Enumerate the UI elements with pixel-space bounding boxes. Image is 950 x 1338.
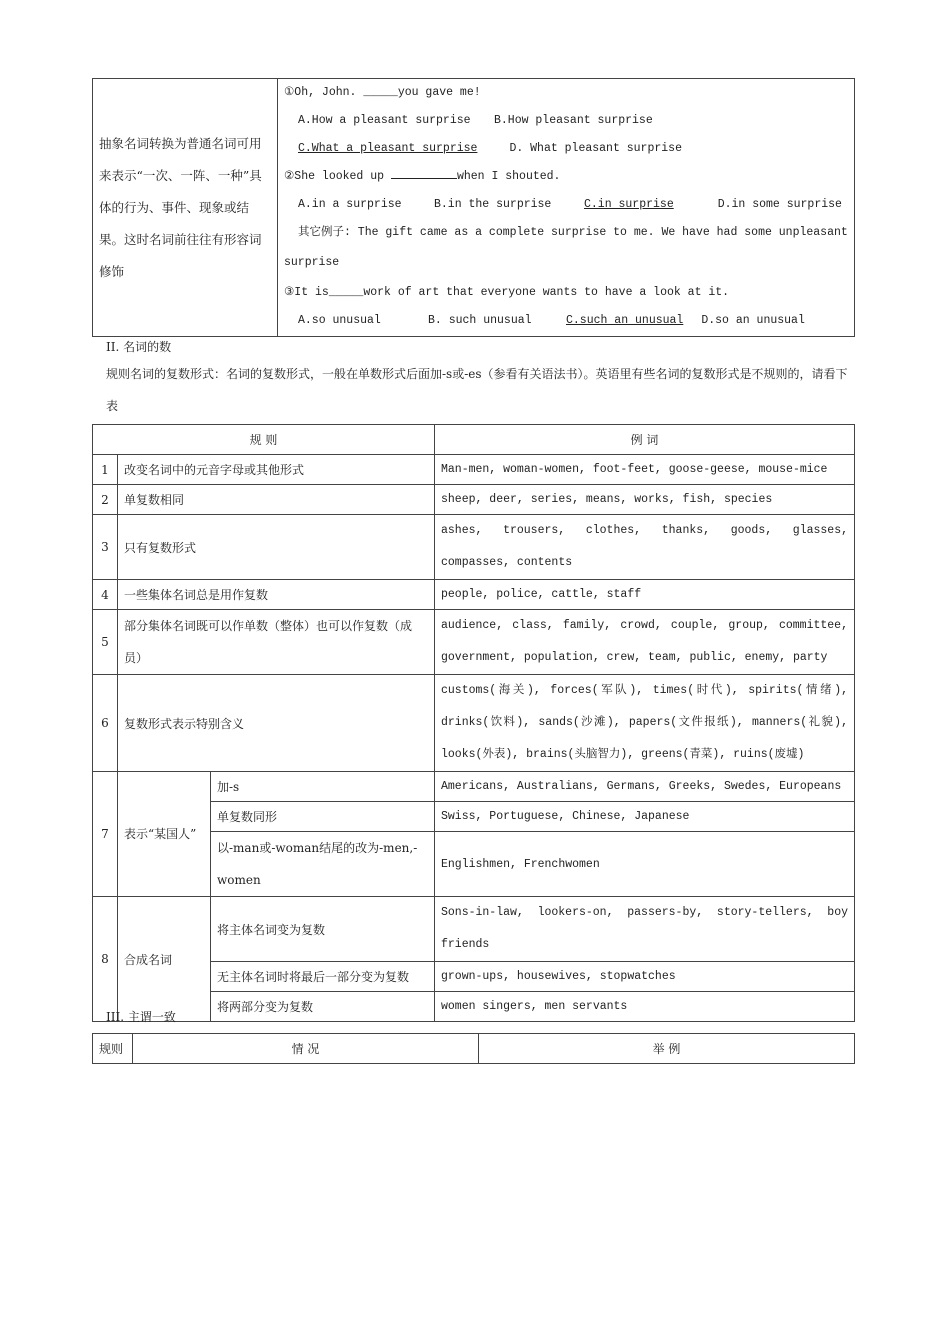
table-row: 将两部分变为复数 women singers, men servants bbox=[93, 992, 855, 1022]
table-row: 4 一些集体名词总是用作复数 people, police, cattle, staff bbox=[93, 580, 855, 610]
section-2-paragraph: 规则名词的复数形式：名词的复数形式，一般在单数形式后面加-s或-es（参看有关语法书）。英语里有些名词的复数形式是不规则的，请看下表 bbox=[106, 367, 848, 413]
group-compound: 合成名词 bbox=[118, 897, 211, 1022]
q2-answer: C.in surprise bbox=[584, 198, 674, 211]
table-row: 2 单复数相同 sheep, deer, series, means, works, fish, species bbox=[93, 485, 855, 515]
section-3-heading: III. 主谓一致 bbox=[106, 1010, 176, 1024]
header-rule-col: 规则 bbox=[93, 1034, 133, 1064]
q2-stem: ②She looked up when I shouted. bbox=[284, 163, 848, 191]
grammar-top-table bbox=[92, 78, 855, 337]
q3-answer: C.such an unusual bbox=[566, 314, 684, 327]
example-questions-cell bbox=[278, 79, 855, 337]
q2-options: A.in a surprise B.in the surprise C.in surprise D.in some surprise bbox=[284, 191, 848, 219]
q3-options: A.so unusual B. such unusual C.such an unusual D.so an unusual bbox=[284, 307, 848, 335]
plural-rules-table bbox=[92, 424, 855, 1022]
rule-description: 抽象名词转换为普通名词可用来表示“一次、一阵、一种”具体的行为、事件、现象或结果。这时名词前往往有形容词修饰 bbox=[99, 135, 262, 279]
table-row: 6 复数形式表示特别含义 customs(海关), forces(军队), times(时代), spirits(情绪), drinks(饮料), sands(沙滩), papers(文件报纸), manners(礼貌), looks(外表), brains(头脑智力), greens(青菜), ruins(废墟) bbox=[93, 675, 855, 772]
table-row: 3 只有复数形式 ashes, trousers, clothes, thanks, goods, glasses, compasses, contents bbox=[93, 515, 855, 580]
header-example: 例 词 bbox=[435, 425, 855, 455]
table-row: 7 表示“某国人” 加-s Americans, Australians, Germans, Greeks, Swedes, Europeans bbox=[93, 772, 855, 802]
table-header-row bbox=[93, 1034, 855, 1064]
other-examples: 其它例子: The gift came as a complete surprise to me. We have had some unpleasant bbox=[298, 226, 848, 239]
q3-stem: ③It is_____work of art that everyone wants to have a look at it. bbox=[284, 286, 730, 299]
header-rule: 规 则 bbox=[93, 425, 435, 455]
q1-answer: C.What a pleasant surprise bbox=[298, 142, 478, 155]
table-row: 无主体名词时将最后一部分变为复数 grown-ups, housewives, stopwatches bbox=[93, 962, 855, 992]
group-nationality: 表示“某国人” bbox=[118, 772, 211, 897]
table-row: 8 合成名词 将主体名词变为复数 Sons-in-law, lookers-on, passers-by, story-tellers, boy friends bbox=[93, 897, 855, 962]
table-row: 以-man或-woman结尾的改为-men,-women Englishmen, Frenchwomen bbox=[93, 832, 855, 897]
header-example-col: 举 例 bbox=[479, 1034, 855, 1064]
table-row: 1 改变名词中的元音字母或其他形式 Man-men, woman-women, foot-feet, goose-geese, mouse-mice bbox=[93, 455, 855, 485]
q1-options-2: C.What a pleasant surprise D. What pleasant surprise bbox=[284, 135, 848, 163]
agreement-table bbox=[92, 1033, 855, 1064]
q1-options: A.How a pleasant surprise B.How pleasant surprise bbox=[298, 114, 653, 127]
other-examples-cont: surprise bbox=[284, 256, 340, 269]
section-2-heading: II. 名词的数 bbox=[106, 340, 172, 354]
table-row: 5 部分集体名词既可以作单数（整体）也可以作复数（成员） audience, class, family, crowd, couple, group, committee, government, population, crew, team, public, enemy, party bbox=[93, 610, 855, 675]
header-situation: 情 况 bbox=[133, 1034, 479, 1064]
table-row: 单复数同形 Swiss, Portuguese, Chinese, Japanese bbox=[93, 802, 855, 832]
q1-stem: ①Oh, John. _____you gave me! bbox=[284, 86, 481, 99]
rule-description-cell bbox=[93, 79, 278, 337]
table-header-row bbox=[93, 425, 855, 455]
